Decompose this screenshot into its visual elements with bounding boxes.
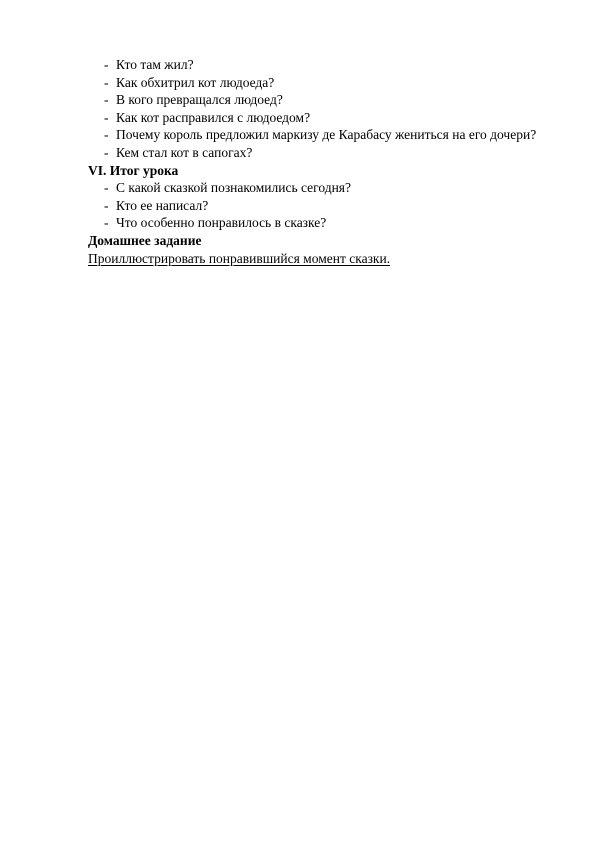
question-text: Кто ее написал? — [116, 197, 209, 213]
list-item — [104, 56, 568, 74]
dash-bullet: - — [104, 57, 109, 72]
question-text: В кого превращался людоед? — [116, 92, 283, 108]
dash-bullet: - — [104, 109, 109, 125]
page-content — [88, 56, 568, 267]
dash-bullet: - — [104, 127, 109, 143]
dash-bullet: - — [104, 74, 109, 90]
question-text: Как обхитрил кот людоеда? — [116, 74, 275, 90]
section-heading-lesson-summary: VI. Итог урока — [88, 162, 179, 178]
question-text: Как кот расправился с людоедом? — [116, 109, 311, 125]
list-item — [104, 179, 568, 197]
question-text: Кто там жил? — [116, 57, 194, 72]
question-text: Кем стал кот в сапогах? — [116, 144, 253, 160]
dash-bullet: - — [104, 180, 109, 196]
dash-bullet: - — [104, 197, 109, 213]
list-item — [104, 91, 568, 109]
question-text: Что особенно понравилось в сказке? — [116, 215, 327, 231]
list-item — [104, 214, 568, 232]
question-list-summary — [88, 179, 568, 232]
list-item — [104, 126, 568, 144]
list-item — [104, 197, 568, 215]
question-text: С какой сказкой познакомились сегодня? — [116, 180, 351, 196]
homework-text: Проиллюстрировать понравившийся момент сказки. — [88, 250, 391, 266]
question-text: Почему король предложил маркизу де Карабасу жениться на его дочери? — [116, 127, 537, 143]
list-item — [104, 74, 568, 92]
dash-bullet: - — [104, 92, 109, 108]
list-item — [104, 109, 568, 127]
list-item — [104, 144, 568, 162]
question-list-story — [88, 56, 568, 162]
dash-bullet: - — [104, 215, 109, 231]
section-heading-homework: Домашнее задание — [88, 232, 202, 248]
dash-bullet: - — [104, 144, 109, 160]
